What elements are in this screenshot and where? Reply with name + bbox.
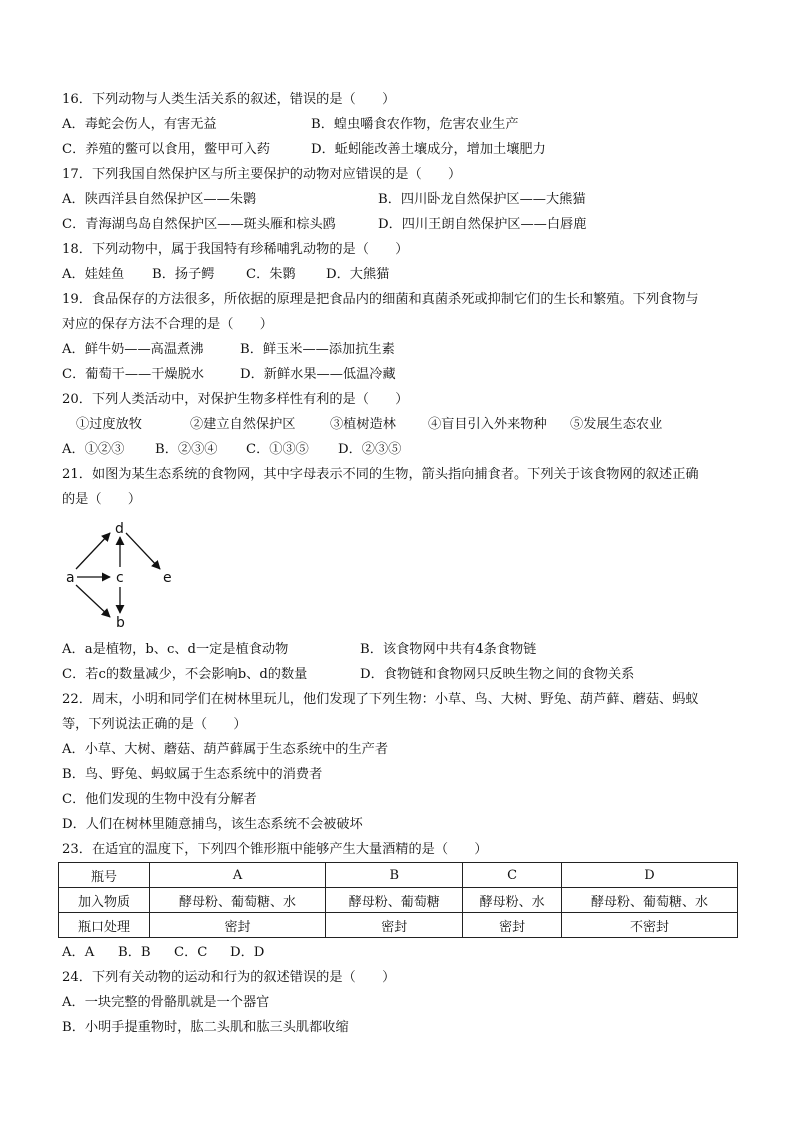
question-18-option-b: B．扬子鳄: [152, 267, 215, 282]
question-19-stem-line1: 19．食品保存的方法很多，所依据的原理是把食品内的细菌和真菌杀死或抑制它们的生长和繁殖。下列食物与: [62, 292, 699, 307]
question-18-option-a: A．娃娃鱼: [62, 267, 125, 282]
question-22-option-b: B．鸟、野兔、蚂蚁属于生态系统中的消费者: [62, 767, 323, 782]
question-21-option-c: C．若c的数量减少，不会影响b、d的数量: [62, 667, 308, 682]
question-22-option-d: D．人们在树林里随意捕鸟，该生态系统不会被破坏: [62, 817, 363, 832]
question-24-option-b: B．小明手提重物时，肱二头肌和肱三头肌都收缩: [62, 1020, 349, 1035]
question-16-option-c: C．养殖的鳖可以食用，鳖甲可入药: [62, 142, 270, 157]
arrow-d-to-e: [126, 533, 160, 569]
question-23-option-d: D．D: [230, 945, 265, 960]
question-20-item-5: ⑤发展生态农业: [570, 417, 663, 432]
table-cell: 酵母粉、葡萄糖、水: [150, 888, 326, 913]
question-19-option-a: A．鲜牛奶——高温煮沸: [62, 342, 204, 357]
question-16-option-d: D．蚯蚓能改善土壤成分，增加土壤肥力: [311, 142, 546, 157]
table-cell: 酵母粉、水: [463, 888, 562, 913]
question-21-stem-line2: 的是（ ）: [62, 492, 142, 507]
table-cell: A: [150, 863, 326, 888]
table-cell: 不密封: [561, 913, 737, 938]
question-19-option-c: C．葡萄干——干燥脱水: [62, 367, 204, 382]
question-22-stem-line1: 22．周末，小明和同学们在树林里玩儿，他们发现了下列生物：小草、鸟、大树、野兔、葫芦藓、蘑菇、蚂蚁: [62, 692, 699, 707]
question-23-stem: 23．在适宜的温度下，下列四个锥形瓶中能够产生大量酒精的是（ ）: [62, 842, 488, 857]
question-18-stem: 18．下列动物中，属于我国特有珍稀哺乳动物的是（ ）: [62, 242, 409, 257]
question-23-option-b: B．B: [118, 945, 151, 960]
question-22-option-a: A．小草、大树、蘑菇、葫芦藓属于生态系统中的生产者: [62, 742, 389, 757]
table-cell: 瓶口处理: [59, 913, 150, 938]
question-23-table: [58, 862, 738, 938]
question-23-option-a: A．A: [62, 945, 95, 960]
question-21-option-d: D．食物链和食物网只反映生物之间的食物关系: [360, 667, 635, 682]
question-18-option-d: D．大熊猫: [326, 267, 390, 282]
question-24-stem: 24．下列有关动物的运动和行为的叙述错误的是（ ）: [62, 970, 396, 985]
question-22-stem-line2: 等，下列说法正确的是（ ）: [62, 717, 247, 732]
food-web-diagram: [60, 515, 190, 630]
node-a: a: [66, 570, 75, 586]
question-16-option-b: B．蝗虫嚼食农作物，危害农业生产: [311, 117, 519, 132]
question-20-item-3: ③植树造林: [330, 417, 396, 432]
question-21-stem-line1: 21．如图为某生态系统的食物网，其中字母表示不同的生物，箭头指向捕食者。下列关于该食物网的叙述正确: [62, 467, 699, 482]
table-cell: 瓶号: [59, 863, 150, 888]
table-cell: 加入物质: [59, 888, 150, 913]
table-cell: D: [561, 863, 737, 888]
table-cell: 密封: [326, 913, 463, 938]
arrow-a-to-d: [76, 533, 110, 569]
question-17-option-c: C．青海湖鸟岛自然保护区——斑头雁和棕头鸥: [62, 217, 336, 232]
question-20-item-2: ②建立自然保护区: [190, 417, 296, 432]
question-21-option-a: A．a是植物，b、c、d一定是植食动物: [62, 642, 289, 657]
node-e: e: [163, 570, 172, 586]
table-cell: 酵母粉、葡萄糖: [326, 888, 463, 913]
question-20-option-a: A．①②③: [62, 442, 125, 457]
question-20-option-d: D．②③⑤: [338, 442, 402, 457]
question-20-item-4: ④盲目引入外来物种: [428, 417, 547, 432]
question-20-option-c: C．①③⑤: [246, 442, 309, 457]
node-c: c: [116, 570, 124, 586]
arrow-a-to-b: [76, 585, 110, 617]
question-24-option-a: A．一块完整的骨骼肌就是一个器官: [62, 995, 270, 1010]
node-d: d: [115, 521, 124, 537]
table-cell: B: [326, 863, 463, 888]
table-row-bottle-number: [59, 863, 738, 888]
question-20-item-1: ①过度放牧: [76, 417, 142, 432]
question-16-stem: 16．下列动物与人类生活关系的叙述，错误的是（ ）: [62, 92, 396, 107]
question-17-option-b: B．四川卧龙自然保护区——大熊猫: [378, 192, 586, 207]
table-cell: 酵母粉、葡萄糖、水: [561, 888, 737, 913]
question-19-stem-line2: 对应的保存方法不合理的是（ ）: [62, 317, 273, 332]
question-23-option-c: C．C: [174, 945, 208, 960]
question-20-stem: 20．下列人类活动中，对保护生物多样性有利的是（ ）: [62, 392, 409, 407]
question-19-option-d: D．新鲜水果——低温冷藏: [240, 367, 396, 382]
table-cell: 密封: [150, 913, 326, 938]
question-22-option-c: C．他们发现的生物中没有分解者: [62, 792, 257, 807]
node-b: b: [116, 615, 125, 630]
question-16-option-a: A．毒蛇会伤人，有害无益: [62, 117, 217, 132]
table-row-added-substance: [59, 888, 738, 913]
question-17-option-a: A．陕西洋县自然保护区——朱鹮: [62, 192, 257, 207]
table-cell: 密封: [463, 913, 562, 938]
question-20-option-b: B．②③④: [155, 442, 218, 457]
table-row-mouth-treatment: [59, 913, 738, 938]
question-17-option-d: D．四川王朗自然保护区——白唇鹿: [378, 217, 587, 232]
question-21-option-b: B．该食物网中共有4条食物链: [360, 642, 537, 657]
table-cell: C: [463, 863, 562, 888]
question-19-option-b: B．鲜玉米——添加抗生素: [240, 342, 395, 357]
question-17-stem: 17．下列我国自然保护区与所主要保护的动物对应错误的是（ ）: [62, 167, 462, 182]
question-18-option-c: C．朱鹮: [246, 267, 296, 282]
